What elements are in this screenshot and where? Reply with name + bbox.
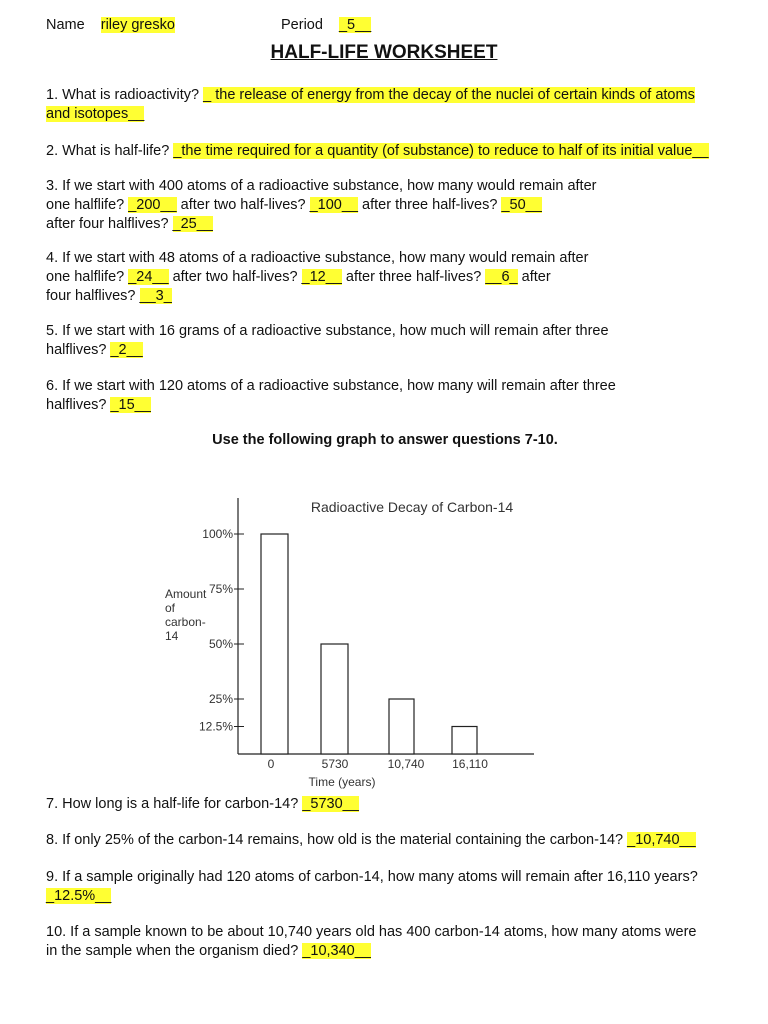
question-3-answer-2: _100__ [309, 197, 358, 213]
x-category-label: 10,740 [387, 757, 425, 771]
period-label: Period [281, 17, 323, 33]
worksheet-title: HALF-LIFE WORKSHEET [270, 42, 498, 63]
y-tick-label: 100% [202, 527, 233, 541]
question-4-prompt-1: one halflife? [46, 269, 129, 285]
y-tick-label: 25% [208, 692, 233, 706]
question-1-text: 1. What is radioactivity? [46, 87, 204, 103]
question-4-answer-3: __6_ [485, 269, 518, 285]
question-10-prompt: in the sample when the organism died? [46, 943, 303, 959]
question-2-answer: _the time required for a quantity (of substance) to reduce to half of its initial value__ [173, 143, 709, 159]
question-5-prompt: halflives? [46, 342, 111, 358]
question-4-prompt-3b: after [517, 269, 551, 285]
question-7-text: 7. How long is a half-life for carbon-14? [46, 796, 303, 812]
question-5-text: 5. If we start with 16 grams of a radioactive substance, how much will remain after three [46, 323, 609, 339]
question-6 [46, 377, 616, 415]
bar-16110 [452, 727, 477, 755]
question-10 [46, 923, 696, 961]
y-tick-label: 50% [208, 637, 233, 651]
y-tick-label: 12.5% [198, 719, 233, 734]
question-3-prompt-2: after two half-lives? [176, 197, 310, 213]
question-3-answer-4: _25__ [172, 216, 213, 232]
period-row [281, 17, 371, 33]
question-1-answer-cont: and isotopes__ [46, 106, 145, 122]
question-4-answer-2: _12__ [301, 269, 342, 285]
question-8-answer: _10,740__ [627, 832, 696, 848]
x-axis-label: Time (years) [308, 775, 376, 789]
question-5-answer: _2__ [110, 342, 143, 358]
chart-title: Radioactive Decay of Carbon-14 [310, 499, 514, 515]
y-axis-label [165, 587, 207, 643]
period-value: _5__ [338, 17, 372, 33]
question-2 [46, 142, 709, 161]
y-axis-label-line: of [165, 601, 176, 615]
question-7 [46, 795, 359, 814]
x-category-label: 5730 [321, 757, 349, 771]
question-4-answer-1: _24__ [128, 269, 169, 285]
x-category-label: 0 [267, 757, 275, 771]
y-axis-label-line: 14 [165, 629, 179, 643]
question-4-text: 4. If we start with 48 atoms of a radioactive substance, how many would remain after [46, 250, 589, 266]
question-3-prompt-3: after three half-lives? [358, 197, 502, 213]
question-7-answer: _5730__ [302, 796, 359, 812]
name-value: riley gresko [100, 17, 175, 33]
question-4-prompt-3: after three half-lives? [341, 269, 486, 285]
question-3-answer-3: _50__ [501, 197, 542, 213]
bar-5730 [321, 644, 348, 754]
question-10-answer: _10,340__ [302, 943, 371, 959]
question-9 [46, 868, 698, 906]
x-category-label: 16,110 [452, 757, 488, 771]
question-3-answer-1: _200__ [128, 197, 177, 213]
question-1 [46, 86, 736, 124]
question-6-answer: _15__ [110, 397, 151, 413]
carbon-14-decay-chart [0, 470, 768, 800]
graph-instructions: Use the following graph to answer questions 7-10. [212, 432, 558, 448]
question-4 [46, 249, 588, 306]
question-3-prompt-4: after four halflives? [46, 216, 173, 232]
question-9-answer: _12.5%__ [46, 888, 112, 904]
y-tick-label: 75% [208, 582, 233, 596]
question-5 [46, 322, 609, 360]
question-9-text: 9. If a sample originally had 120 atoms of carbon-14, how many atoms will remain after 16,110 years? [46, 869, 698, 885]
name-label: Name [46, 17, 85, 33]
bar-10740 [389, 699, 414, 754]
question-4-prompt-4: four halflives? [46, 288, 140, 304]
question-8 [46, 831, 696, 850]
question-4-prompt-2: after two half-lives? [168, 269, 302, 285]
question-4-answer-4: __3_ [139, 288, 172, 304]
question-3-text: 3. If we start with 400 atoms of a radioactive substance, how many would remain after [46, 178, 597, 194]
question-6-text: 6. If we start with 120 atoms of a radioactive substance, how many will remain after three [46, 378, 616, 394]
question-3-prompt-1: one halflife? [46, 197, 129, 213]
question-1-answer: _ the release of energy from the decay of the nuclei of certain kinds of atoms [203, 87, 695, 103]
y-axis-label-line: carbon- [165, 615, 206, 629]
y-axis-label-line: Amount [165, 587, 207, 601]
name-row [46, 17, 175, 33]
question-10-text: 10. If a sample known to be about 10,740 years old has 400 carbon-14 atoms, how many atoms were [46, 924, 697, 940]
question-6-prompt: halflives? [46, 397, 111, 413]
question-2-text: 2. What is half-life? [46, 143, 174, 159]
bar-0 [261, 534, 288, 754]
question-8-text: 8. If only 25% of the carbon-14 remains, how old is the material containing the carbon-14? [46, 832, 628, 848]
question-3 [46, 177, 596, 234]
